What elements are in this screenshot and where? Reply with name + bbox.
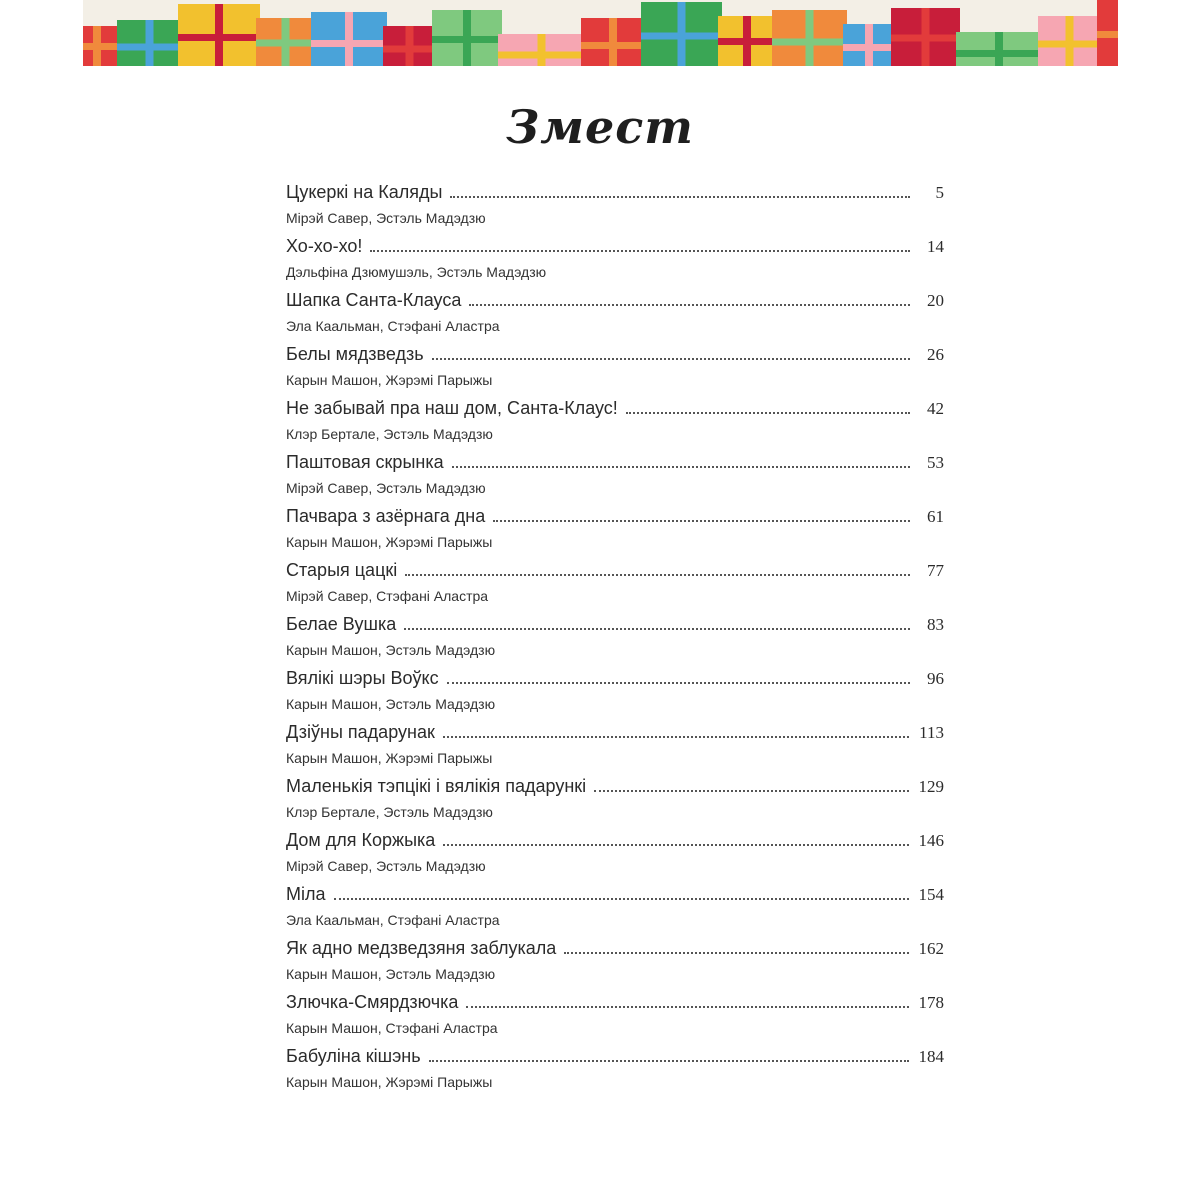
- toc-entry[interactable]: [286, 236, 944, 290]
- toc-entry-line: [286, 884, 944, 910]
- story-authors: Карын Машон, Эстэль Мадэдзю: [286, 642, 496, 658]
- toc-entry[interactable]: [286, 830, 944, 884]
- gift-ribbon: [383, 46, 436, 53]
- story-authors: Карын Машон, Жэрэмі Парыжы: [286, 372, 493, 388]
- gift-ribbon: [83, 43, 121, 50]
- story-title: Маленькія тэпцікі і вялікія падарункі: [286, 776, 587, 796]
- gift-ribbon: [891, 35, 960, 42]
- story-authors: Карын Машон, Эстэль Мадэдзю: [286, 696, 496, 712]
- page-number: 129: [918, 777, 944, 796]
- toc-entry[interactable]: [286, 398, 944, 452]
- toc-entry[interactable]: [286, 938, 944, 992]
- toc-entry-line: [286, 236, 944, 262]
- story-title: Паштовая скрынка: [286, 452, 444, 472]
- toc-entry[interactable]: [286, 722, 944, 776]
- story-title: Дзіўны падарунак: [286, 722, 435, 742]
- dot-leader: [450, 196, 910, 198]
- toc-entry-line: [286, 614, 944, 640]
- table-of-contents: [286, 182, 944, 1100]
- page-number: 26: [927, 345, 944, 364]
- toc-entry-line: [286, 182, 944, 208]
- dot-leader: [493, 520, 910, 522]
- toc-entry[interactable]: [286, 884, 944, 938]
- story-title: Не забывай пра наш дом, Санта-Клаус!: [286, 398, 618, 418]
- gift-ribbon: [843, 44, 895, 51]
- story-authors: Мірэй Савер, Эстэль Мадэдзю: [286, 858, 486, 874]
- page-number: 20: [927, 291, 944, 310]
- gift-boxes-illustration: [83, 0, 1118, 66]
- story-title: Бабуліна кішэнь: [286, 1046, 421, 1066]
- toc-entry-line: [286, 398, 944, 424]
- dot-leader: [626, 412, 910, 414]
- story-authors: Карын Машон, Эстэль Мадэдзю: [286, 966, 496, 982]
- gift-ribbon: [641, 33, 722, 40]
- toc-entry-line: [286, 938, 944, 964]
- page-number: 5: [935, 183, 944, 202]
- gift-ribbon: [146, 20, 154, 66]
- gift-ribbon: [806, 10, 814, 66]
- story-authors: Клэр Бертале, Эстэль Мадэдзю: [286, 804, 493, 820]
- gift-ribbon: [718, 38, 776, 45]
- gift-ribbon: [995, 32, 1003, 66]
- story-authors: Дэльфіна Дзюмушэль, Эстэль Мадэдзю: [286, 264, 547, 280]
- page-number: 14: [927, 237, 944, 256]
- gift-ribbon: [956, 50, 1042, 57]
- gift-ribbon: [117, 44, 182, 51]
- dot-leader: [405, 574, 910, 576]
- dot-leader: [466, 1006, 908, 1008]
- toc-entry-line: [286, 452, 944, 478]
- story-authors: Клэр Бертале, Эстэль Мадэдзю: [286, 426, 493, 442]
- story-title: Як адно медзведзяня заблукала: [286, 938, 557, 958]
- page-number: 146: [918, 831, 944, 850]
- story-title: Злючка-Смярдзючка: [286, 992, 459, 1012]
- page-number: 184: [918, 1047, 944, 1066]
- toc-entry-line: [286, 1046, 944, 1072]
- story-authors: Карын Машон, Стэфані Аластра: [286, 1020, 498, 1036]
- dot-leader: [443, 736, 909, 738]
- page-number: 53: [927, 453, 944, 472]
- dot-leader: [404, 628, 910, 630]
- dot-leader: [452, 466, 910, 468]
- page-number: 154: [918, 885, 944, 904]
- toc-entry[interactable]: [286, 452, 944, 506]
- gift-ribbon: [772, 39, 847, 46]
- story-authors: Мірэй Савер, Эстэль Мадэдзю: [286, 480, 486, 496]
- toc-entry[interactable]: [286, 1046, 944, 1100]
- gift-ribbon: [311, 40, 387, 47]
- story-title: Хо-хо-хо!: [286, 236, 363, 256]
- toc-entry[interactable]: [286, 506, 944, 560]
- story-title: Шапка Санта-Клауса: [286, 290, 462, 310]
- page-number: 42: [927, 399, 944, 418]
- toc-entry-line: [286, 290, 944, 316]
- page-number: 162: [918, 939, 944, 958]
- story-authors: Карын Машон, Жэрэмі Парыжы: [286, 534, 493, 550]
- story-authors: Эла Каальман, Стэфані Аластра: [286, 912, 500, 928]
- gift-ribbon: [1097, 31, 1118, 38]
- dot-leader: [432, 358, 910, 360]
- dot-leader: [429, 1060, 909, 1062]
- story-authors: Карын Машон, Жэрэмі Парыжы: [286, 1074, 493, 1090]
- toc-entry-line: [286, 506, 944, 532]
- page-number: 96: [927, 669, 944, 688]
- gift-ribbon: [498, 52, 585, 59]
- toc-entry-line: [286, 722, 944, 748]
- toc-entry[interactable]: [286, 614, 944, 668]
- page-number: 83: [927, 615, 944, 634]
- page-number: 178: [918, 993, 944, 1012]
- gift-ribbon: [256, 40, 315, 47]
- toc-entry[interactable]: [286, 668, 944, 722]
- toc-entry-line: [286, 344, 944, 370]
- gift-ribbon: [345, 12, 353, 66]
- dot-leader: [469, 304, 910, 306]
- story-authors: Мірэй Савер, Стэфані Аластра: [286, 588, 489, 604]
- toc-entry-line: [286, 830, 944, 856]
- page-number: 77: [927, 561, 944, 580]
- toc-entry[interactable]: [286, 344, 944, 398]
- toc-entry[interactable]: [286, 992, 944, 1046]
- gift-ribbon: [432, 36, 502, 43]
- dot-leader: [443, 844, 908, 846]
- gift-ribbon: [581, 42, 645, 49]
- story-title: Белае Вушка: [286, 614, 397, 634]
- toc-entry-line: [286, 776, 944, 802]
- dot-leader: [447, 682, 910, 684]
- gift-box-banner: [83, 0, 1118, 66]
- dot-leader: [594, 790, 908, 792]
- gift-ribbon: [1038, 41, 1101, 48]
- story-authors: Эла Каальман, Стэфані Аластра: [286, 318, 500, 334]
- toc-entry-line: [286, 668, 944, 694]
- toc-entry[interactable]: [286, 290, 944, 344]
- page-number: 113: [919, 723, 944, 742]
- gift-ribbon: [178, 34, 260, 41]
- dot-leader: [370, 250, 910, 252]
- toc-entry[interactable]: [286, 776, 944, 830]
- story-title: Міла: [286, 884, 326, 904]
- story-authors: Мірэй Савер, Эстэль Мадэдзю: [286, 210, 486, 226]
- toc-entry[interactable]: [286, 560, 944, 614]
- story-title: Белы мядзведзь: [286, 344, 424, 364]
- page-title: Змест: [506, 100, 694, 154]
- story-authors: Карын Машон, Жэрэмі Парыжы: [286, 750, 493, 766]
- page-number: 61: [927, 507, 944, 526]
- toc-entry-line: [286, 560, 944, 586]
- dot-leader: [564, 952, 908, 954]
- gift-ribbon: [538, 34, 546, 66]
- dot-leader: [334, 898, 909, 900]
- story-title: Старыя цацкі: [286, 560, 398, 580]
- toc-entry[interactable]: [286, 182, 944, 236]
- story-title: Дом для Коржыка: [286, 830, 436, 850]
- story-title: Цукеркі на Каляды: [286, 182, 443, 202]
- toc-entry-line: [286, 992, 944, 1018]
- story-title: Вялікі шэры Воўкс: [286, 668, 439, 688]
- story-title: Пачвара з азёрнага дна: [286, 506, 486, 526]
